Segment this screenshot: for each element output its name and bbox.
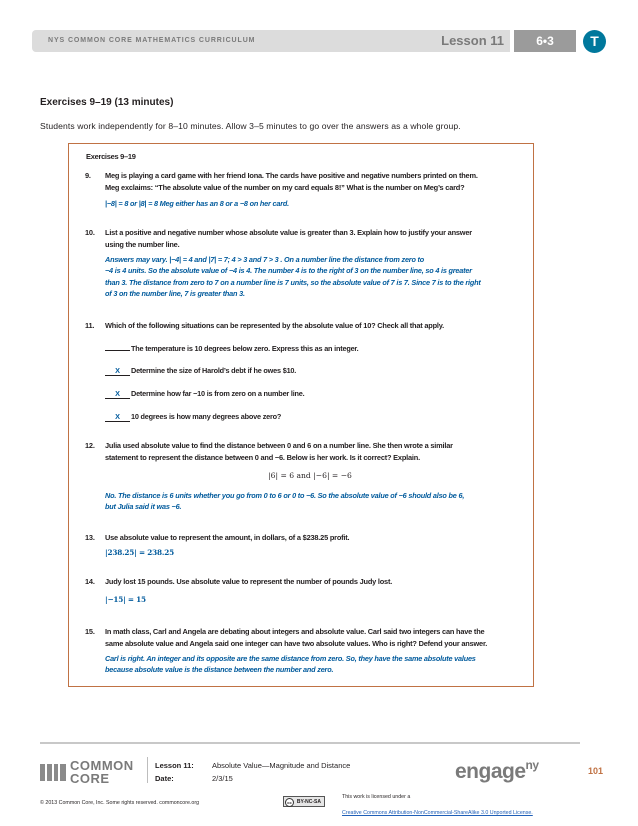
question-number: 11. (85, 321, 95, 330)
checklist-option-4 (105, 412, 281, 422)
answer-10 (105, 254, 515, 299)
question-9 (85, 170, 525, 193)
answer-line: but Julia said it was −6. (105, 502, 182, 512)
question-text-line: Use absolute value to represent the amount, in dollars, of a $238.25 profit. (105, 533, 350, 542)
logo-bar (40, 764, 45, 781)
exercise-box-heading: Exercises 9–19 (86, 152, 136, 161)
check-mark (105, 350, 130, 351)
question-15 (85, 626, 525, 649)
checklist-option-1 (105, 344, 359, 353)
logo-bar (60, 764, 66, 781)
question-10 (85, 227, 525, 250)
question-text-line: statement to represent the distance between 0 and −6. Below is her work. Is it correct? Explain. (105, 452, 420, 462)
footer-lesson-key: Lesson 11: (155, 761, 194, 770)
page-number: 101 (588, 766, 604, 776)
answer-line: because absolute value is the distance between the number and zero. (105, 665, 334, 675)
question-text-line: Judy lost 15 pounds. Use absolute value to represent the number of pounds Judy lost. (105, 577, 393, 586)
checklist-option-2 (105, 366, 296, 376)
footer-rule (40, 742, 580, 744)
question-text-line: Meg is playing a card game with her friend Iona. The cards have positive and negative numbers printed on them. (105, 171, 478, 180)
check-mark: X (105, 366, 130, 376)
answer-line: Carl is right. An integer and its opposite are the same distance from zero. So, they have the same absolute values (105, 654, 476, 663)
lesson-label: Lesson 11 (441, 33, 504, 48)
question-text-line: using the number line. (105, 239, 180, 249)
logo-text-common: COMMON (70, 758, 134, 773)
exercise-box (68, 143, 534, 687)
footer-lesson-title: Absolute Value—Magnitude and Distance (212, 761, 351, 770)
question-number: 13. (85, 533, 95, 542)
page-header (32, 30, 576, 52)
question-text-line: List a positive and negative number whose absolute value is greater than 3. Explain how to justify your answer (105, 228, 472, 237)
question-text-line: Which of the following situations can be represented by the absolute value of 10? Check all that apply. (105, 321, 445, 330)
answer-line: No. The distance is 6 units whether you go from 0 to 6 or 0 to −6. So the absolute value of −6 should also be 6, (105, 491, 465, 500)
footer-date-key: Date: (155, 774, 174, 783)
answer-13: |238.25| = 238.25 (105, 548, 174, 557)
answer-15 (105, 653, 515, 676)
copyright-notice: © 2013 Common Core, Inc. Some rights reserved. commoncore.org (40, 800, 200, 806)
question-text-line: Meg exclaims: “The absolute value of the number on my card equals 8!” What is the number on Meg’s card? (105, 182, 465, 192)
question-14 (85, 576, 525, 588)
logo-text-core: CORE (70, 771, 110, 786)
curriculum-title: NYS COMMON CORE MATHEMATICS CURRICULUM (48, 37, 256, 44)
brand-text: engage (455, 760, 526, 783)
footer-date-value: 2/3/15 (212, 774, 233, 783)
logo-bar (54, 764, 58, 781)
option-label: The temperature is 10 degrees below zero. Express this as an integer. (131, 344, 359, 353)
option-label: 10 degrees is how many degrees above zero? (131, 412, 282, 421)
creative-commons-badge-icon (283, 796, 325, 807)
check-mark: X (105, 412, 130, 422)
footer-divider (147, 757, 148, 783)
julia-work-equation: |6| = 6 and |−6| = −6 (268, 471, 352, 480)
answer-line: of 3 on the number line, 7 is greater than 3. (105, 288, 245, 298)
option-label: Determine how far −10 is from zero on a number line. (131, 389, 305, 398)
question-text-line: In math class, Carl and Angela are debating about integers and absolute value. Carl said two integers can have the (105, 627, 485, 636)
license-text: This work is licensed under a (342, 794, 411, 800)
question-13 (85, 532, 525, 544)
question-number: 12. (85, 441, 95, 450)
question-text-line: Julia used absolute value to find the distance between 0 and 6 on a number line. She then wrote a similar (105, 441, 453, 450)
question-number: 9. (85, 171, 91, 180)
checklist-option-3 (105, 389, 305, 399)
teacher-badge-icon: T (583, 30, 606, 53)
question-text-line: same absolute value and Angela said one integer can have two absolute values. Who is right? Defend your answer. (105, 638, 488, 648)
check-mark: X (105, 389, 130, 399)
question-number: 10. (85, 228, 95, 237)
grade-module-label: 6•3 (514, 30, 576, 52)
section-title: Exercises 9–19 (13 minutes) (40, 97, 174, 108)
answer-line: Answers may vary. |−4| = 4 and |7| = 7; 4 > 3 and 7 > 3 . On a number line the distance from zero to (105, 255, 425, 264)
license-link[interactable]: Creative Commons Attribution-NonCommercial-ShareAlike 3.0 Unported License. (342, 810, 533, 816)
question-12 (85, 440, 525, 463)
question-11 (85, 320, 525, 332)
cc-badge-label: BY-NC-SA (296, 799, 321, 805)
answer-12 (105, 490, 515, 513)
brand-superscript: ny (525, 758, 539, 772)
answer-14: |−15| = 15 (105, 595, 146, 604)
logo-bar (47, 764, 52, 781)
engageny-logo (455, 758, 539, 784)
answer-line: than 3. The distance from zero to 7 on a number line is 7 units, so the absolute value of 7 is 7. Since 7 is to the right (105, 277, 481, 287)
section-description: Students work independently for 8–10 minutes. Allow 3–5 minutes to go over the answers as a whole group. (40, 121, 461, 131)
answer-9: |−8| = 8 or |8| = 8 Meg either has an 8 or a −8 on her card. (105, 199, 289, 208)
option-label: Determine the size of Harold’s debt if he owes $10. (131, 366, 297, 375)
question-number: 15. (85, 627, 95, 636)
question-number: 14. (85, 577, 95, 586)
cc-circle-icon: cc (285, 798, 294, 807)
answer-line: −4 is 4 units. So the absolute value of −4 is 4. The number 4 is to the right of 3 on the number line, so 4 is greater (105, 266, 472, 276)
